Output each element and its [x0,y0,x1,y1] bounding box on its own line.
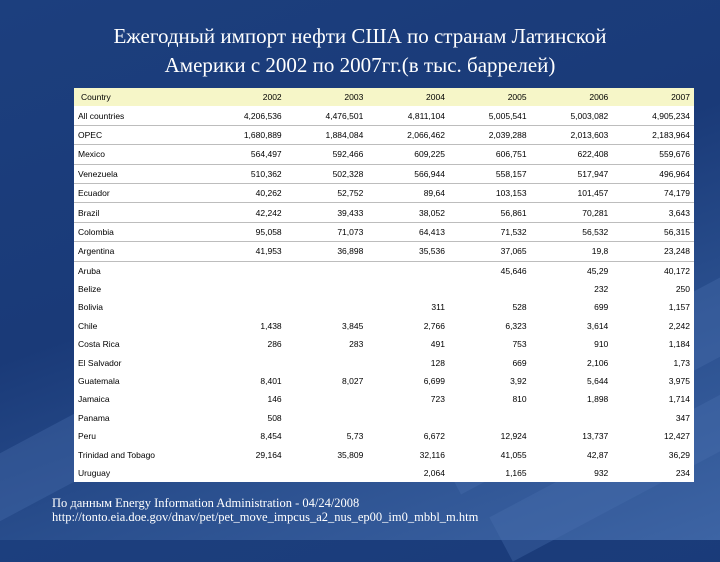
value-cell: 1,898 [587,394,609,405]
value-cell: 52,752 [286,183,368,202]
value-cell: 347 [675,412,690,423]
value-cell: 95,058 [204,222,286,241]
country-cell: Chile [78,320,98,331]
value-cell: 13,737 [582,431,609,442]
value-cell: 286 [267,339,282,350]
value-cell: 2,766 [423,320,445,331]
value-cell: 5,005,541 [449,106,531,125]
title-line-2: Америки с 2002 по 2007гг.(в тыс. баррелей) [164,53,556,77]
value-cell: 2,066,462 [367,125,449,144]
source-line-1: По данным Energy Information Administration - 04/24/2008 [52,496,360,510]
value-cell: 753 [512,339,527,350]
value-cell: 564,497 [204,145,286,164]
value-cell: 8,454 [260,431,282,442]
value-cell: 19,8 [531,242,613,261]
value-cell: 6,323 [505,320,527,331]
country-cell: Guatemala [78,376,120,387]
value-cell: 74,179 [612,183,694,202]
country-cell: Aruba [78,265,101,276]
table-row [74,464,694,482]
value-cell: 42,87 [587,449,609,460]
value-cell: 1,680,889 [204,125,286,144]
value-cell: 558,157 [449,164,531,183]
value-cell: 101,457 [531,183,613,202]
value-cell: 32,116 [419,449,445,460]
value-cell: 6,699 [423,376,445,387]
table-row [74,317,694,335]
value-cell: 2,106 [587,357,609,368]
value-cell [367,261,449,280]
value-cell: 622,408 [531,145,613,164]
value-cell: 566,944 [367,164,449,183]
value-cell: 3,614 [587,320,609,331]
value-cell: 528 [512,302,527,313]
value-cell: 810 [512,394,527,405]
value-cell: 36,898 [286,242,368,261]
title-line-1: Ежегодный импорт нефти США по странам Латинской [113,24,607,48]
country-cell: Peru [78,431,96,442]
value-cell: 1,438 [260,320,282,331]
country-cell: Trinidad and Tobago [78,449,156,460]
table-row [74,409,694,427]
country-cell: Colombia [74,222,204,241]
value-cell: 3,92 [510,376,527,387]
table-row [74,145,694,164]
value-cell: 128 [430,357,445,368]
value-cell: 35,536 [367,242,449,261]
page-title [20,22,700,80]
table-row [74,390,694,408]
value-cell: 234 [675,468,690,478]
value-cell: 508 [267,412,282,423]
value-cell: 502,328 [286,164,368,183]
column-header: 2002 [262,92,282,103]
value-cell: 2,013,603 [531,125,613,144]
country-cell: Uruguay [78,468,111,478]
value-cell: 23,248 [612,242,694,261]
value-cell: 8,401 [260,376,282,387]
country-cell: Ecuador [74,183,204,202]
source-url: http://tonto.eia.doe.gov/dnav/pet/pet_move_impcus_a2_nus_ep00_im0_mbbl_m.htm [52,510,479,524]
value-cell [204,464,286,482]
value-cell: 56,315 [612,222,694,241]
table-row [74,164,694,183]
value-cell: 45,646 [500,265,527,276]
value-cell: 29,164 [255,449,282,460]
country-cell: Costa Rica [78,339,120,350]
value-cell: 3,975 [668,376,690,387]
table-row [74,445,694,463]
value-cell: 932 [594,468,609,478]
value-cell: 311 [431,302,445,313]
value-cell: 146 [267,394,282,405]
value-cell: 3,845 [342,320,364,331]
value-cell [286,261,368,280]
value-cell: 41,055 [500,449,527,460]
value-cell: 592,466 [286,145,368,164]
value-cell: 250 [675,284,690,295]
column-header: 2005 [507,92,527,103]
country-cell: Panama [78,412,110,423]
value-cell: 41,953 [204,242,286,261]
table-row [74,372,694,390]
value-cell: 6,672 [423,431,445,442]
table-row [74,125,694,144]
value-cell: 12,427 [664,431,690,442]
value-cell: 2,039,288 [449,125,531,144]
country-cell: Venezuela [74,164,204,183]
value-cell: 38,052 [367,203,449,222]
value-cell: 559,676 [612,145,694,164]
value-cell [286,390,368,408]
column-header: 2007 [671,92,690,103]
value-cell: 45,29 [587,265,609,276]
oil-imports-table [74,88,694,482]
value-cell: 1,714 [668,394,690,405]
value-cell: 232 [594,284,609,295]
country-cell: All countries [74,106,204,125]
value-cell: 12,924 [500,431,527,442]
value-cell [204,261,286,280]
value-cell: 283 [349,339,364,350]
value-cell [367,280,449,298]
country-cell: Mexico [74,145,204,164]
value-cell: 2,242 [668,320,690,331]
table-row [74,280,694,298]
table-row [74,427,694,445]
value-cell [286,353,368,371]
table-row [74,335,694,353]
value-cell: 70,281 [531,203,613,222]
value-cell: 1,157 [668,302,690,313]
value-cell: 4,476,501 [286,106,368,125]
value-cell: 1,73 [673,357,690,368]
value-cell: 5,003,082 [531,106,613,125]
value-cell: 669 [512,357,527,368]
table-row [74,203,694,222]
value-cell: 36,29 [668,449,690,460]
value-cell: 510,362 [204,164,286,183]
value-cell [449,409,531,427]
value-cell: 491 [430,339,445,350]
value-cell: 56,532 [531,222,613,241]
value-cell: 35,809 [337,449,364,460]
table-row [74,298,694,316]
value-cell: 64,413 [367,222,449,241]
table-row [74,242,694,261]
value-cell: 699 [594,302,609,313]
value-cell: 4,905,234 [612,106,694,125]
column-header: 2003 [344,92,364,103]
value-cell: 2,183,964 [612,125,694,144]
value-cell: 39,433 [286,203,368,222]
table-row [74,353,694,371]
value-cell: 42,242 [204,203,286,222]
table-row [74,183,694,202]
value-cell [204,280,286,298]
value-cell [449,280,531,298]
value-cell [286,464,368,482]
column-header: Country [81,92,111,103]
country-cell: Argentina [74,242,204,261]
table-row [74,222,694,241]
value-cell: 103,153 [449,183,531,202]
source-note [52,496,712,524]
value-cell: 71,073 [286,222,368,241]
value-cell [204,353,286,371]
value-cell [367,409,449,427]
value-cell: 910 [594,339,609,350]
table-row [74,261,694,280]
table-header-row [74,88,694,106]
column-header: 2004 [426,92,445,103]
value-cell: 5,644 [587,376,609,387]
column-header: 2006 [589,92,609,103]
value-cell: 1,184 [668,339,690,350]
value-cell: 4,206,536 [204,106,286,125]
value-cell: 56,861 [449,203,531,222]
value-cell: 606,751 [449,145,531,164]
value-cell: 496,964 [612,164,694,183]
value-cell: 723 [430,394,445,405]
value-cell [286,409,368,427]
value-cell: 40,262 [204,183,286,202]
value-cell: 1,165 [505,468,527,478]
value-cell: 8,027 [342,376,364,387]
value-cell: 5,73 [346,431,364,442]
country-cell: El Salvador [78,357,122,368]
value-cell: 4,811,104 [367,106,449,125]
value-cell: 37,065 [449,242,531,261]
value-cell [286,298,368,316]
country-cell: Jamaica [78,394,110,405]
country-cell: Brazil [74,203,204,222]
value-cell: 3,643 [612,203,694,222]
value-cell [531,409,613,427]
value-cell: 71,532 [449,222,531,241]
value-cell [204,298,286,316]
value-cell: 2,064 [423,468,445,478]
value-cell: 517,947 [531,164,613,183]
value-cell: 40,172 [664,265,690,276]
value-cell: 89,64 [367,183,449,202]
value-cell: 609,225 [367,145,449,164]
country-cell: OPEC [74,125,204,144]
country-cell: Belize [78,284,102,295]
value-cell: 1,884,084 [286,125,368,144]
table-row [74,106,694,125]
country-cell: Bolivia [78,302,104,313]
value-cell [286,280,368,298]
